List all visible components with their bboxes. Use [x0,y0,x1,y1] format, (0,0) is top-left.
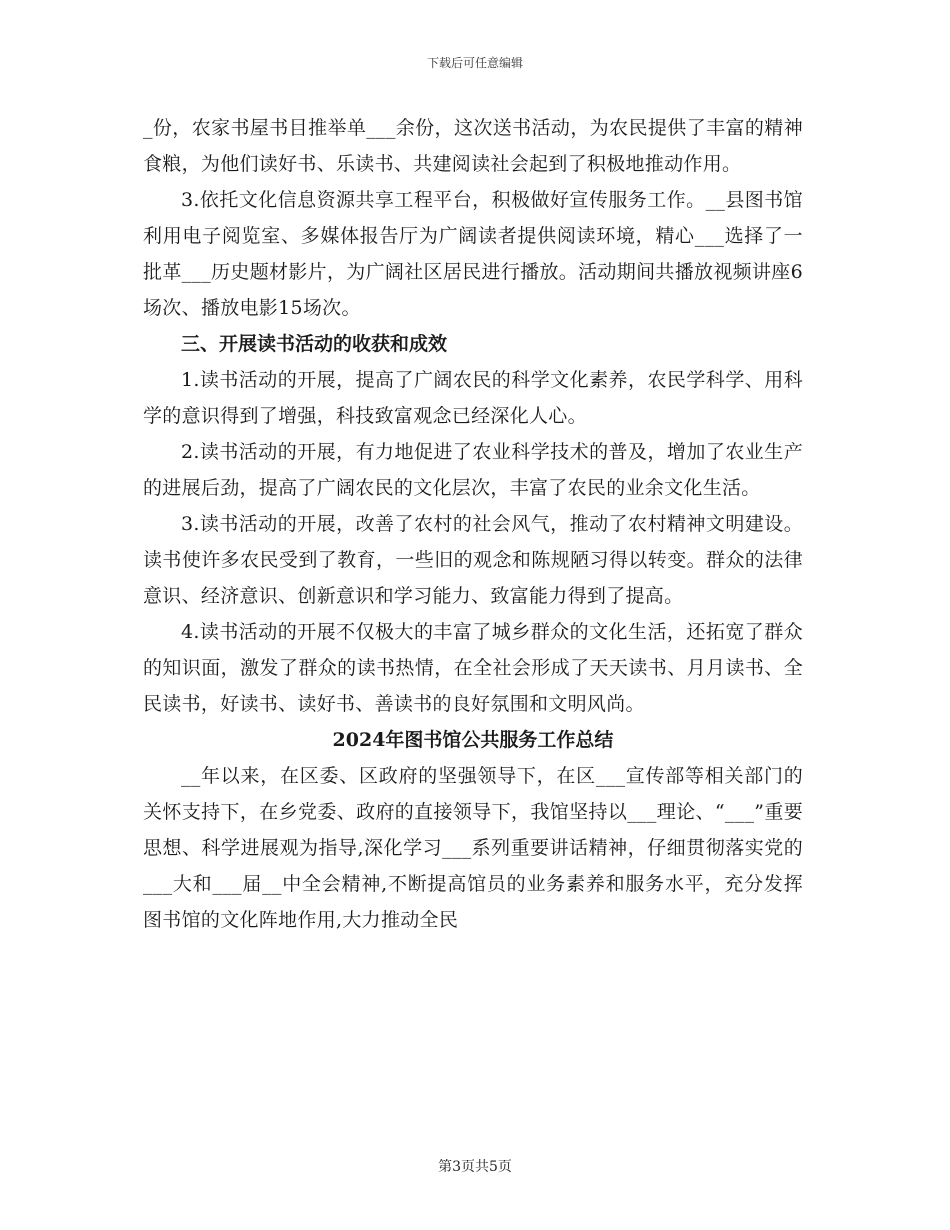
page-number-footer: 第3页共5页 [438,1159,512,1175]
document-title-2024-summary: 2024年图书馆公共服务工作总结 [332,729,614,751]
paragraph-summary-intro: __年以来，在区委、区政府的坚强领导下，在区___宣传部等相关部门的关怀支持下，在乡党委、政府的直接领导下，我馆坚持以___理论、“___”重要思想、科学进展观为指导,深化学习___系列重要讲话精神，仔细贯彻落实党的___大和___届__中全会精神,不断提高馆员的业务素养和服务水平，充分发挥图书馆的文化阵地作用,大力推动全民 [143,765,803,931]
document-body [143,110,803,938]
section-heading-3: 三、开展读书活动的收获和成效 [181,333,448,355]
paragraph-item-3-culture-platform: 3.依托文化信息资源共享工程平台，积极做好宣传服务工作。__县图书馆利用电子阅览室、多媒体报告厅为广阔读者提供阅读环境，精心___选择了一批革___历史题材影片，为广阔社区居民进行播放。活动期间共播放视频讲座6场次、播放电影15场次。 [143,189,803,319]
paragraph-continuation: _份，农家书屋书目推举单___余份，这次送书活动，为农民提供了丰富的精神食粮，为他们读好书、乐读书、共建阅读社会起到了积极地推动作用。 [143,117,803,175]
page-header-note: 下载后可任意编辑 [426,56,523,70]
paragraph-result-2: 2.读书活动的开展，有力地促进了农业科学技术的普及，增加了农业生产的进展后劲，提高了广阔农民的文化层次，丰富了农民的业余文化生活。 [143,441,803,499]
paragraph-result-4: 4.读书活动的开展不仅极大的丰富了城乡群众的文化生活，还拓宽了群众的知识面，激发了群众的读书热情，在全社会形成了天天读书、月月读书、全民读书，好读书、读好书、善读书的良好氛围和文明风尚。 [143,621,803,715]
paragraph-result-3: 3.读书活动的开展，改善了农村的社会风气，推动了农村精神文明建设。读书使许多农民受到了教育，一些旧的观念和陈规陋习得以转变。群众的法律意识、经济意识、创新意识和学习能力、致富能力得到了提高。 [143,513,803,607]
paragraph-result-1: 1.读书活动的开展，提高了广阔农民的科学文化素养，农民学科学、用科学的意识得到了增强，科技致富观念已经深化人心。 [143,369,803,427]
